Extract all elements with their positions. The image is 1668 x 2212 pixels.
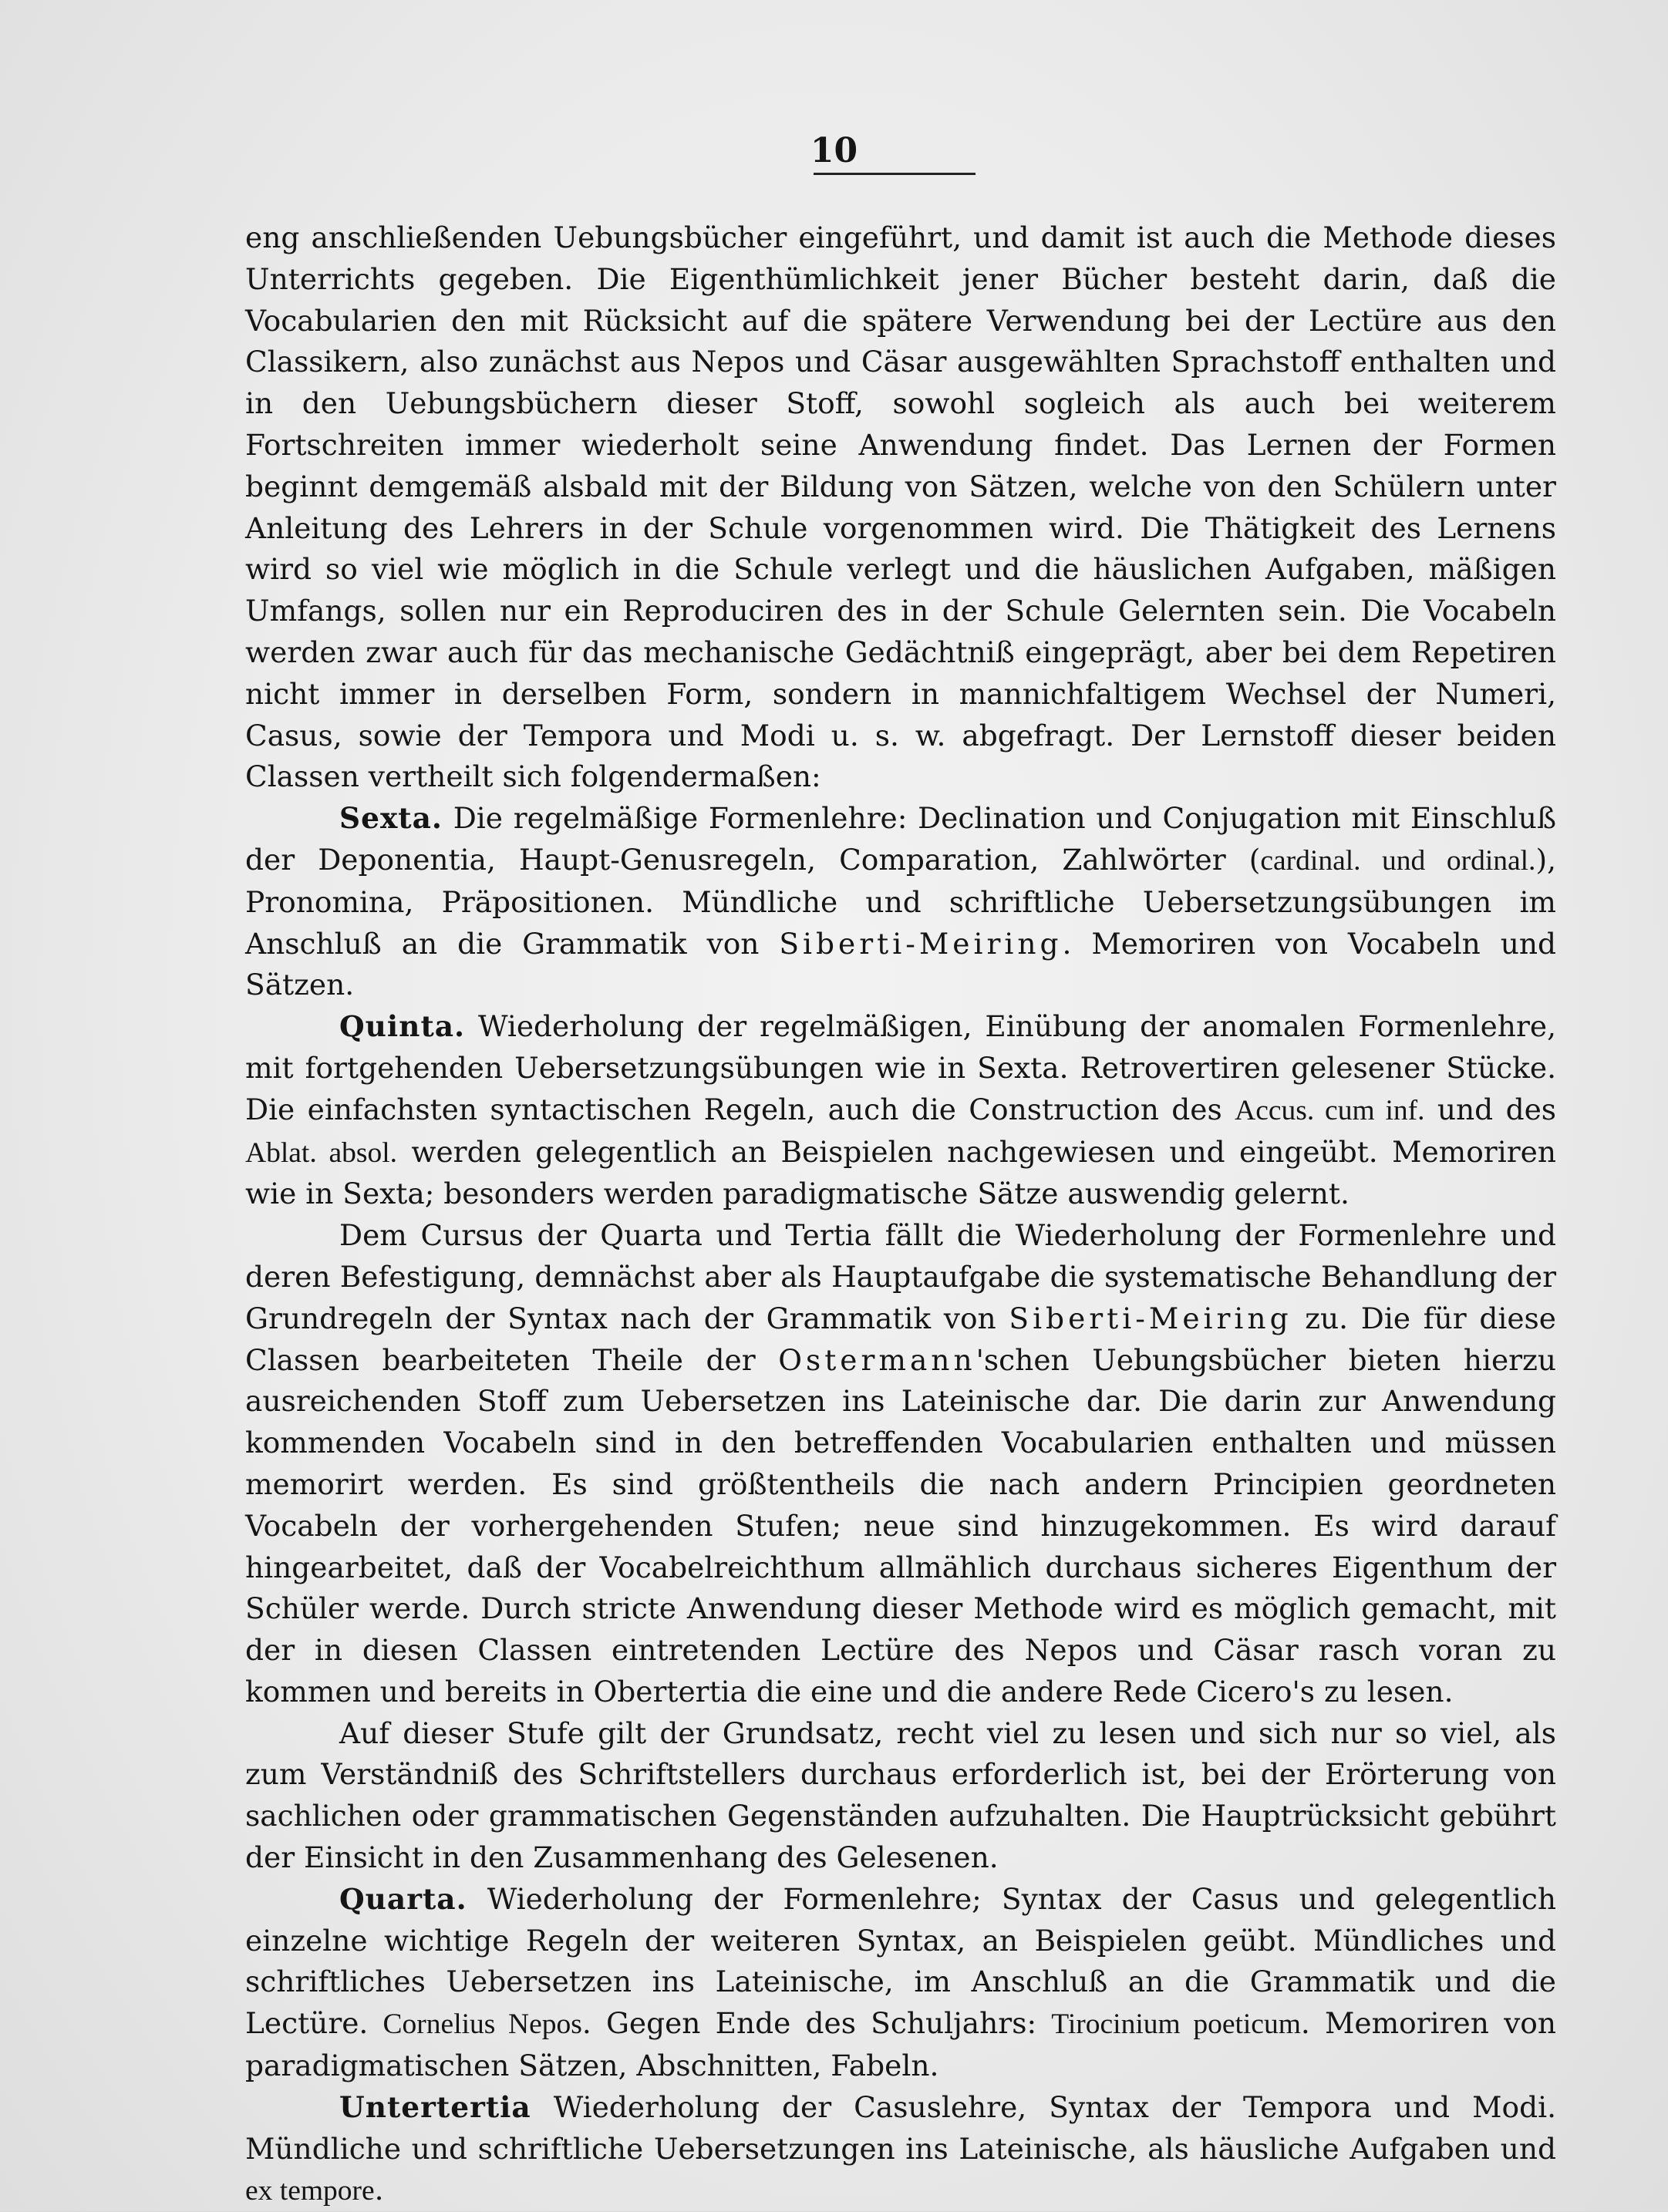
paragraph-sexta: [245, 798, 1556, 1006]
paragraph-method: eng anschließenden Uebungsbücher eingeführt, und damit ist auch die Methode dieses Unterrichts gegeben. Die Eigenthümlichkeit jener Bücher besteht darin, daß die Vocabularien den mit Rücksicht auf die spätere Verwendung bei der Lectüre aus den Classikern, also zunächst aus Nepos und Cäsar ausgewählten Sprachstoff enthalten und in den Uebungsbüchern dieser Stoff, sowohl sogleich als auch bei weiterem Fortschreiten immer wiederholt seine Anwendung findet. Das Lernen der Formen beginnt demgemäß alsbald mit der Bildung von Sätzen, welche von den Schülern unter Anleitung des Lehrers in der Schule vorgenommen wird. Die Thätigkeit des Lernens wird so viel wie möglich in die Schule verlegt und die häuslichen Aufgaben, mäßigen Umfangs, sollen nur ein Reproduciren des in der Schule Gelernten sein. Die Vocabeln werden zwar auch für das mechanische Gedächtniß eingeprägt, aber bei dem Repetiren nicht immer in derselben Form, sondern in mannichfaltigem Wechsel der Numeri, Casus, sowie der Tempora und Modi u. s. w. abgefragt. Der Lernstoff dieser beiden Classen vertheilt sich folgendermaßen:: [245, 221, 1556, 794]
paragraph-quinta: [245, 1006, 1556, 1215]
quarta-latin-2: Tirocinium poeticum: [1051, 2008, 1301, 2041]
paragraph-quarta-tertia: [245, 1215, 1556, 1713]
paragraph-quarta: [245, 1879, 1556, 2087]
quarta-text-c: . Memoriren von paradigmatischen Sätzen, Abschnitten, Fabeln.: [245, 2006, 1556, 2083]
page-number: 10: [810, 131, 858, 170]
quinta-latin-1: Accus. cum inf.: [1235, 1094, 1425, 1126]
sexta-latin: cardinal. und ordinal.: [1260, 844, 1536, 877]
untertertia-latin: ex tempore: [245, 2175, 375, 2207]
header-rule: [814, 173, 976, 175]
quarta-text-b: . Gegen Ende des Schuljahrs:: [581, 2006, 1052, 2041]
section-term-sexta: Sexta.: [339, 801, 443, 836]
quinta-text-c: werden gelegentlich an Beispielen nachgewiesen und eingeübt. Memoriren wie in Sexta; besonders werden paradigmatische Sätze auswendig gelernt.: [245, 1134, 1556, 1211]
qt-text-a: Dem Cursus der Quarta und Tertia fällt die Wiederholung der Formenlehre und deren Befestigung, demnächst aber als Hauptaufgabe die systematische Behandlung der Grundregeln der Syntax nach der Grammatik von: [245, 1218, 1556, 1335]
sexta-text-a: Die regelmäßige Formenlehre: Declination und Conjugation mit Einschluß der Deponentia, Haupt-Genusregeln, Comparation, Zahlwörter (: [245, 801, 1557, 877]
section-term-quarta: Quarta.: [339, 1881, 467, 1916]
sexta-text-b: ), Pronomina, Präpositionen. Mündliche und schriftliche Uebersetzungsübungen im Anschluß an die Grammatik von: [245, 842, 1556, 961]
page-body: [245, 217, 1556, 2212]
section-term-quinta: Quinta.: [339, 1009, 466, 1044]
quinta-latin-2: Ablat. absol.: [245, 1136, 398, 1169]
quarta-latin-1: Cornelius Nepos: [382, 2008, 582, 2041]
sexta-author: Siberti-Meiring: [779, 926, 1063, 961]
section-term-untertertia: Untertertia: [339, 2089, 531, 2124]
qt-author-1: Siberti-Meiring: [1009, 1301, 1292, 1335]
quarta-text-a: Wiederholung der Formenlehre; Syntax der Casus und gelegentlich einzelne wichtige Regeln der weiteren Syntax, an Beispielen geübt. Mündliches und schriftliches Uebersetzen ins Lateinische, im Anschluß an die Grammatik und die Lectüre.: [245, 1881, 1557, 2041]
qt-author-2: Ostermann: [778, 1342, 976, 1377]
quinta-text-b: und des: [1424, 1092, 1557, 1126]
sexta-text-c: . Memoriren von Vocabeln und Sätzen.: [245, 926, 1557, 1002]
untertertia-text-a: Wiederholung der Casuslehre, Syntax der Tempora und Modi. Mündliche und schriftliche Uebersetzungen ins Lateinische, als häusliche Aufgaben und: [245, 2089, 1556, 2166]
paragraph-stufe: Auf dieser Stufe gilt der Grundsatz, recht viel zu lesen und sich nur so viel, als zum Verständniß des Schriftstellers durchaus erforderlich ist, bei der Erörterung von sachlichen oder grammatischen Gegenständen aufzuhalten. Die Hauptrücksicht gebührt der Einsicht in den Zusammenhang des Gelesenen.: [245, 1715, 1556, 1875]
qt-text-c: 'schen Uebungsbücher bieten hierzu ausreichenden Stoff zum Uebersetzen ins Lateinische dar. Die darin zur Anwendung kommenden Vocabeln sind in den betreffenden Vocabularien enthalten und müssen memorirt werden. Es sind größtentheils die nach andern Principien geordneten Vocabeln der vorhergehenden Stufen; neue sind hinzugekommen. Es wird darauf hingearbeitet, daß der Vocabelreichthum allmählich durchaus sicheres Eigenthum der Schüler werde. Durch stricte Anwendung dieser Methode wird es möglich gemacht, mit der in diesen Classen eintretenden Lectüre des Nepos und Cäsar rasch voran zu kommen und bereits in Obertertia die eine und die andere Rede Cicero's zu lesen.: [245, 1342, 1556, 1709]
quinta-text-a: Wiederholung der regelmäßigen, Einübung der anomalen Formenlehre, mit fortgehenden Uebersetzungsübungen wie in Sexta. Retrovertiren gelesener Stücke. Die einfachsten syntactischen Regeln, auch die Construction des: [245, 1009, 1556, 1126]
untertertia-text-b: .: [374, 2173, 384, 2207]
paragraph-untertertia: [245, 2087, 1556, 2212]
qt-text-b: zu. Die für diese Classen bearbeiteten Theile der: [245, 1301, 1556, 1377]
